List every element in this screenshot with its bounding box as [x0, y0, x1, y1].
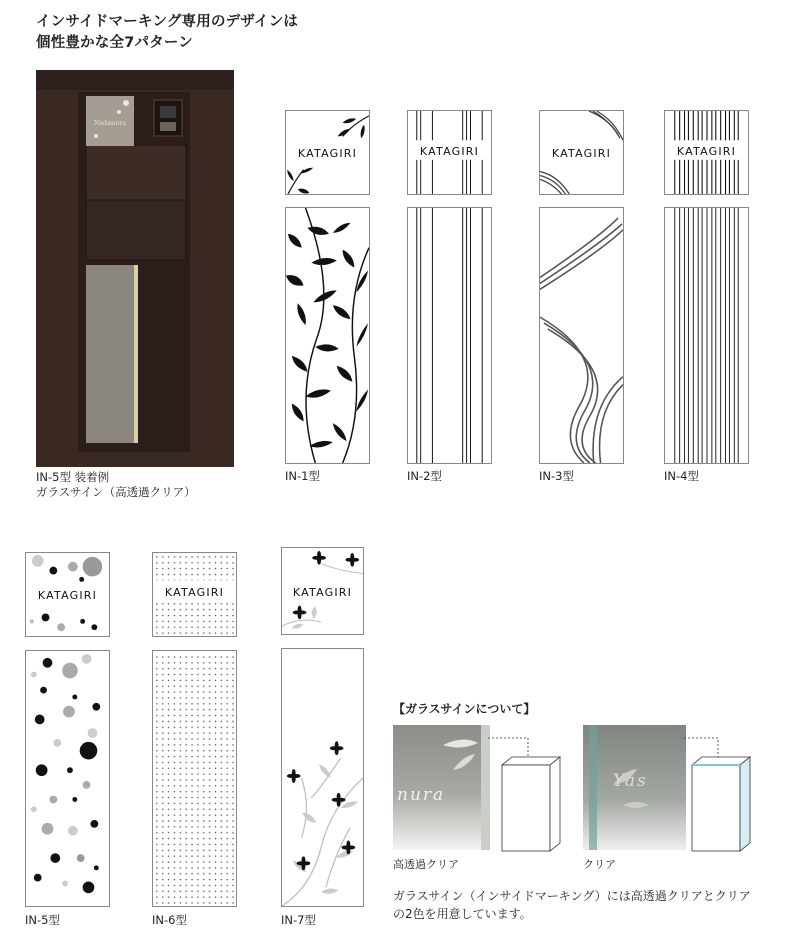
in2-label: IN-2型 [407, 469, 442, 483]
installation-photo [36, 70, 234, 467]
dot-grid-panel-icon [153, 651, 236, 906]
in3-nameplate [539, 110, 624, 195]
heading-line-1: インサイドマーキング専用のデザインは [36, 14, 299, 30]
glass-sample2-label: クリア [583, 858, 616, 871]
in4-sample-name: KATAGIRI [676, 145, 737, 158]
wave-lines-panel-icon [540, 208, 623, 463]
glass-sample-clear [583, 725, 686, 850]
in2-glass-panel [407, 207, 492, 464]
in2-nameplate [407, 110, 492, 195]
in6-nameplate [152, 552, 237, 637]
in4-label: IN-4型 [664, 469, 699, 483]
svg-text:Nishimura: Nishimura [93, 120, 127, 127]
glass-clear-diagram-icon [684, 735, 764, 853]
in7-sample-name: KATAGIRI [292, 586, 353, 599]
in4-nameplate [664, 110, 749, 195]
in5-sample-name: KATAGIRI [37, 589, 98, 602]
in6-sample-name: KATAGIRI [164, 586, 225, 599]
glass-sample-high-clear [393, 725, 490, 850]
dense-vertical-lines-panel-icon [665, 208, 748, 463]
glass-sign-description-line1: ガラスサイン（インサイドマーキング）には高透過クリアとクリア [393, 889, 751, 903]
in3-glass-panel [539, 207, 624, 464]
glass-high-clear-diagram-icon [488, 735, 568, 853]
leaf-branch-panel-icon [286, 208, 369, 463]
in3-sample-name: KATAGIRI [551, 147, 612, 160]
in6-glass-panel [152, 650, 237, 907]
flower-branch-panel-icon [282, 649, 363, 906]
glass-sign-description [393, 887, 783, 923]
in1-sample-name: KATAGIRI [297, 147, 358, 160]
photo-caption [36, 470, 196, 500]
glass-sample1-label: 高透過クリア [393, 858, 459, 871]
glass-sign-description-line2: の2色を用意しています。 [393, 907, 532, 921]
in5-nameplate [25, 552, 110, 637]
in6-label: IN-6型 [152, 913, 187, 927]
glass-sample1-name: nura [397, 785, 446, 805]
photo-caption-material: ガラスサイン（高透過クリア） [36, 485, 196, 499]
page-heading [36, 12, 298, 54]
heading-line-2: 個性豊かな全7パターン [36, 35, 193, 51]
in1-label: IN-1型 [285, 469, 320, 483]
in1-glass-panel [285, 207, 370, 464]
glass-sample2-name: Yas [613, 771, 648, 791]
glass-sign-section-title: 【ガラスサインについて】 [393, 702, 536, 716]
in7-label: IN-7型 [281, 913, 316, 927]
in4-glass-panel [664, 207, 749, 464]
in2-sample-name: KATAGIRI [419, 145, 480, 158]
in5-label: IN-5型 [25, 913, 60, 927]
thin-vertical-lines-panel-icon [408, 208, 491, 463]
dots-circles-panel-icon [26, 651, 109, 906]
in3-label: IN-3型 [539, 469, 574, 483]
in7-nameplate [281, 547, 364, 635]
mailbox-post-illustration [36, 70, 234, 467]
in5-glass-panel [25, 650, 110, 907]
photo-caption-model: IN-5型 装着例 [36, 470, 110, 484]
in1-nameplate [285, 110, 370, 195]
in7-glass-panel [281, 648, 364, 907]
